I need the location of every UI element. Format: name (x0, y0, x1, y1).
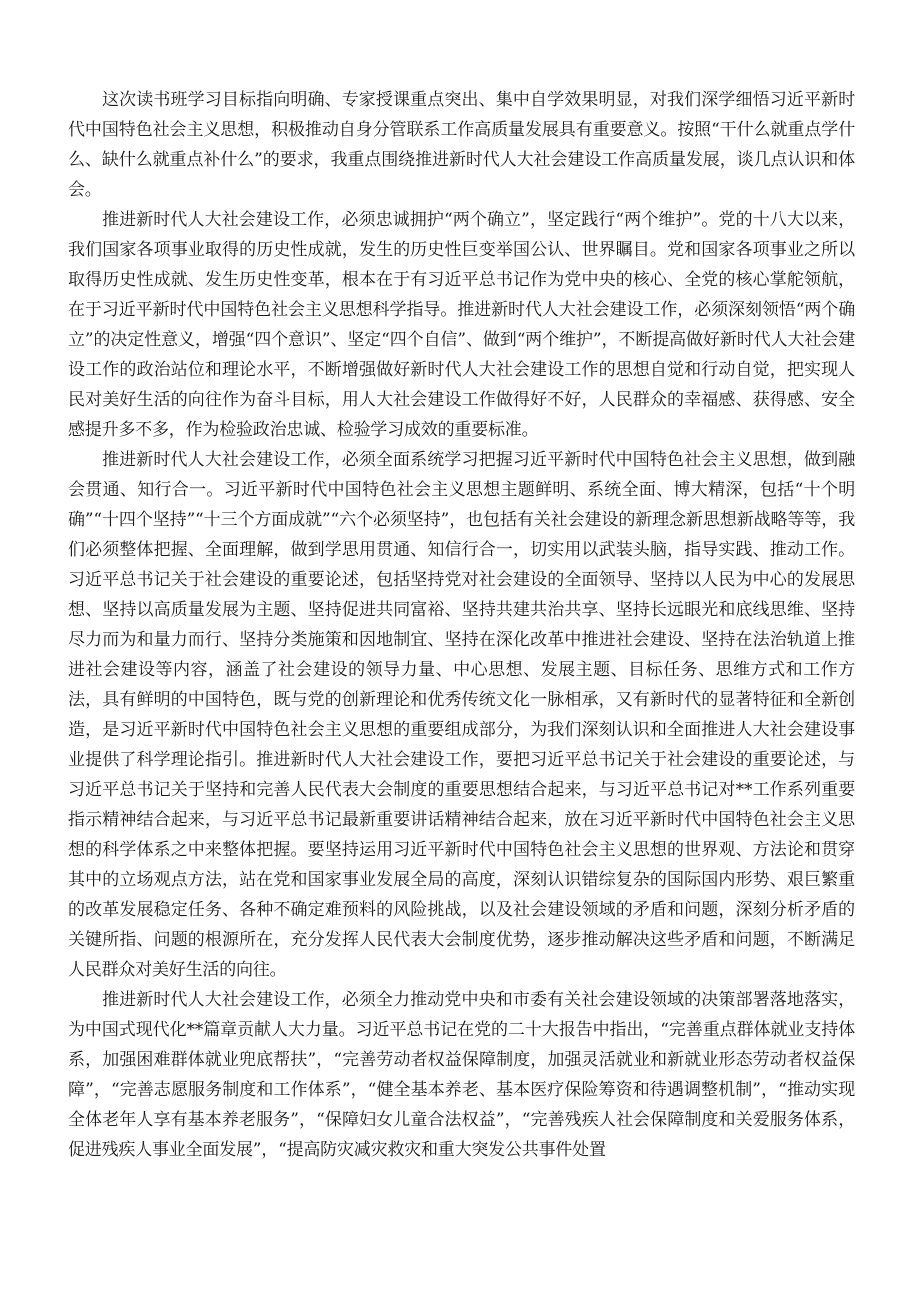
paragraph-intro: 这次读书班学习目标指向明确、专家授课重点突出、集中自学效果明显，对我们深学细悟习近平新时代中国特色社会主义思想，积极推动自身分管联系工作高质量发展具有重要意义。按照“干什么就重点学什么、缺什么就重点补什么”的要求，我重点围绕推进新时代人大社会建设工作高质量发展，谈几点认识和体会。 (68, 90, 855, 200)
document-page (68, 85, 855, 1165)
paragraph-two-establishments: 推进新时代人大社会建设工作，必须忠诚拥护“两个确立”，坚定践行“两个维护”。党的十八大以来，我们国家各项事业取得的历史性成就，发生的历史性巨变举国公认、世界瞩目。党和国家各项事业之所以取得历史性成就、发生历史性变革，根本在于有习近平总书记作为党中央的核心、全党的核心掌舵领航，在于习近平新时代中国特色社会主义思想科学指导。推进新时代人大社会建设工作，必须深刻领悟“两个确立”的决定性意义，增强“四个意识”、坚定“四个自信”、做到“两个维护”，不断提高做好新时代人大社会建设工作的政治站位和理论水平，不断增强做好新时代人大社会建设工作的思想自觉和行动自觉，把实现人民对美好生活的向往作为奋斗目标，用人大社会建设工作做得好不好，人民群众的幸福感、获得感、安全感提升多不多，作为检验政治忠诚、检验学习成效的重要标准。 (68, 210, 855, 440)
paragraph-study-thought: 推进新时代人大社会建设工作，必须全面系统学习把握习近平新时代中国特色社会主义思想，做到融会贯通、知行合一。习近平新时代中国特色社会主义思想主题鲜明、系统全面、博大精深，包括“十个明确”“十四个坚持”“十三个方面成就”“六个必须坚持”，也包括有关社会建设的新理念新思想新战略等等，我们必须整体把握、全面理解，做到学思用贯通、知信行合一，切实用以武装头脑，指导实践、推动工作。习近平总书记关于社会建设的重要论述，包括坚持党对社会建设的全面领导、坚持以人民为中心的发展思想、坚持以高质量发展为主题、坚持促进共同富裕、坚持共建共治共享、坚持长远眼光和底线思维、坚持尽力而为和量力而行、坚持分类施策和因地制宜、坚持在深化改革中推进社会建设、坚持在法治轨道上推进社会建设等内容，涵盖了社会建设的领导力量、中心思想、发展主题、目标任务、思维方式和工作方法，具有鲜明的中国特色，既与党的创新理论和优秀传统文化一脉相承，又有新时代的显著特征和全新创造，是习近平新时代中国特色社会主义思想的重要组成部分，为我们深刻认识和全面推进人大社会建设事业提供了科学理论指引。推进新时代人大社会建设工作，要把习近平总书记关于社会建设的重要论述，与习近平总书记关于坚持和完善人民代表大会制度的重要思想结合起来，与习近平总书记对**工作系列重要指示精神结合起来，与习近平总书记最新重要讲话精神结合起来，放在习近平新时代中国特色社会主义思想的科学体系之中来整体把握。要坚持运用习近平新时代中国特色社会主义思想的世界观、方法论和贯穿其中的立场观点方法，站在党和国家事业发展全局的高度，深刻认识错综复杂的国际国内形势、艰巨繁重的改革发展稳定任务、各种不确定难预料的风险挑战，以及社会建设领域的矛盾和问题，深刻分析矛盾的关键所指、问题的根源所在，充分发挥人民代表大会制度优势，逐步推动解决这些矛盾和问题，不断满足人民群众对美好生活的向往。 (68, 450, 855, 980)
paragraph-implement-decisions: 推进新时代人大社会建设工作，必须全力推动党中央和市委有关社会建设领域的决策部署落地落实，为中国式现代化**篇章贡献人大力量。习近平总书记在党的二十大报告中指出，“完善重点群体就业支持体系，加强困难群体就业兜底帮扶”，“完善劳动者权益保障制度，加强灵活就业和新就业形态劳动者权益保障”，“完善志愿服务制度和工作体系”，“健全基本养老、基本医疗保险筹资和待遇调整机制”，“推动实现全体老年人享有基本养老服务”，“保障妇女儿童合法权益”，“完善残疾人社会保障制度和关爱服务体系，促进残疾人事业全面发展”，“提高防灾减灾救灾和重大突发公共事件处置 (68, 990, 855, 1160)
